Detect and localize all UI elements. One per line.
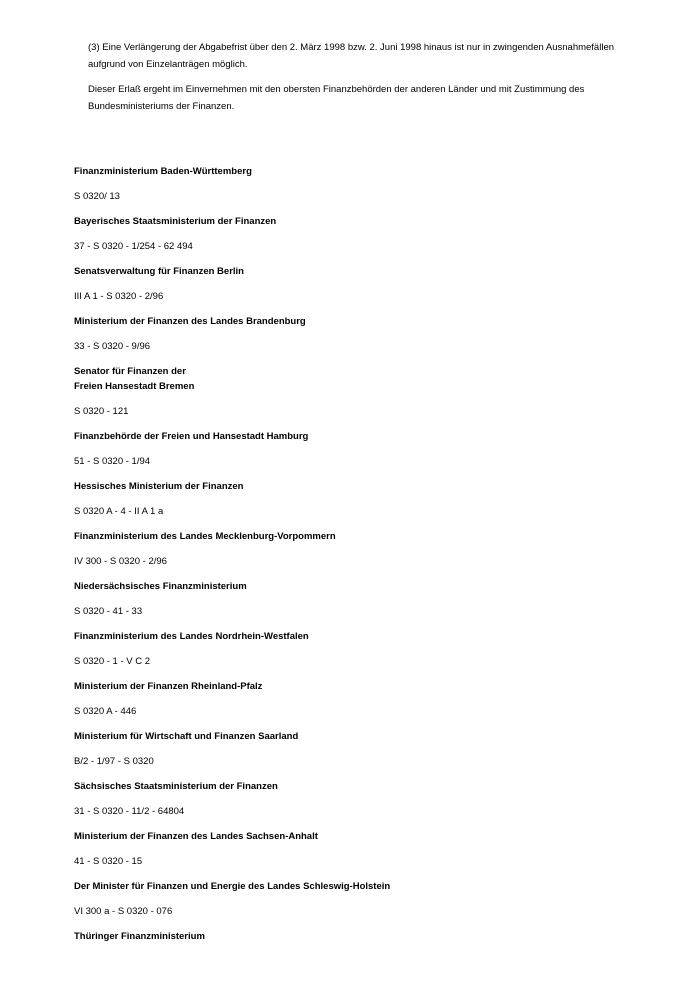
authority-name: Bayerisches Staatsministerium der Finanzen bbox=[74, 216, 277, 227]
intro-paragraph-agreement: Dieser Erlaß ergeht im Einvernehmen mit den obersten Finanzbehörden der anderen Länder und mit Zustimmung des Bundesministeriums der Finanzen. bbox=[88, 84, 585, 112]
authority-name: Niedersächsisches Finanzministerium bbox=[74, 581, 247, 592]
authority-name: Finanzministerium Baden-Württemberg bbox=[74, 166, 252, 177]
authority-name: Ministerium der Finanzen des Landes Sachsen-Anhalt bbox=[74, 831, 318, 842]
authority-reference: S 0320 A - 446 bbox=[74, 706, 137, 717]
authority-reference: 33 - S 0320 - 9/96 bbox=[74, 341, 151, 352]
authority-reference: 41 - S 0320 - 15 bbox=[74, 856, 143, 867]
authority-item bbox=[74, 929, 674, 944]
authority-item bbox=[74, 214, 674, 254]
authority-name: Ministerium für Wirtschaft und Finanzen Saarland bbox=[74, 731, 299, 742]
authority-list bbox=[74, 164, 674, 944]
authority-reference: 37 - S 0320 - 1/254 - 62 494 bbox=[74, 241, 193, 252]
authority-name: Senator für Finanzen der Freien Hansestadt Bremen bbox=[74, 366, 195, 392]
authority-name: Ministerium der Finanzen Rheinland-Pfalz bbox=[74, 681, 263, 692]
authority-item bbox=[74, 879, 674, 919]
authority-item bbox=[74, 829, 674, 869]
authority-reference: VI 300 a - S 0320 - 076 bbox=[74, 906, 173, 917]
authority-name: Hessisches Ministerium der Finanzen bbox=[74, 481, 244, 492]
authority-reference: S 0320/ 13 bbox=[74, 191, 120, 202]
authority-reference: 51 - S 0320 - 1/94 bbox=[74, 456, 151, 467]
authority-item bbox=[74, 679, 674, 719]
authority-item bbox=[74, 729, 674, 769]
authority-name: Finanzbehörde der Freien und Hansestadt Hamburg bbox=[74, 431, 309, 442]
authority-item bbox=[74, 164, 674, 204]
authority-item bbox=[74, 779, 674, 819]
authority-reference: S 0320 - 41 - 33 bbox=[74, 606, 143, 617]
authority-reference: S 0320 A - 4 - II A 1 a bbox=[74, 506, 164, 517]
authority-name: Der Minister für Finanzen und Energie des Landes Schleswig-Holstein bbox=[74, 881, 391, 892]
authority-item bbox=[74, 579, 674, 619]
authority-item bbox=[74, 629, 674, 669]
authority-name: Finanzministerium des Landes Mecklenburg-Vorpommern bbox=[74, 531, 336, 542]
authority-item bbox=[74, 264, 674, 304]
authority-name: Finanzministerium des Landes Nordrhein-Westfalen bbox=[74, 631, 309, 642]
authority-name: Thüringer Finanzministerium bbox=[74, 931, 205, 942]
authority-reference: B/2 - 1/97 - S 0320 bbox=[74, 756, 154, 767]
authority-name: Senatsverwaltung für Finanzen Berlin bbox=[74, 266, 244, 277]
intro-paragraph-extension: (3) Eine Verlängerung der Abgabefrist über den 2. März 1998 bzw. 2. Juni 1998 hinaus ist nur in zwingenden Ausnahmefällen aufgrund von Einzelanträgen möglich. bbox=[88, 42, 615, 70]
authority-reference: S 0320 - 1 - V C 2 bbox=[74, 656, 151, 667]
authority-item bbox=[74, 429, 674, 469]
authority-name: Ministerium der Finanzen des Landes Brandenburg bbox=[74, 316, 306, 327]
authority-item bbox=[74, 529, 674, 569]
authority-item bbox=[74, 314, 674, 354]
authority-reference: 31 - S 0320 - 11/2 - 64804 bbox=[74, 806, 185, 817]
authority-item bbox=[74, 364, 674, 419]
authority-name: Sächsisches Staatsministerium der Finanzen bbox=[74, 781, 278, 792]
authority-item bbox=[74, 479, 674, 519]
authority-reference: IV 300 - S 0320 - 2/96 bbox=[74, 556, 167, 567]
authority-reference: III A 1 - S 0320 - 2/96 bbox=[74, 291, 164, 302]
authority-reference: S 0320 - 121 bbox=[74, 406, 129, 417]
